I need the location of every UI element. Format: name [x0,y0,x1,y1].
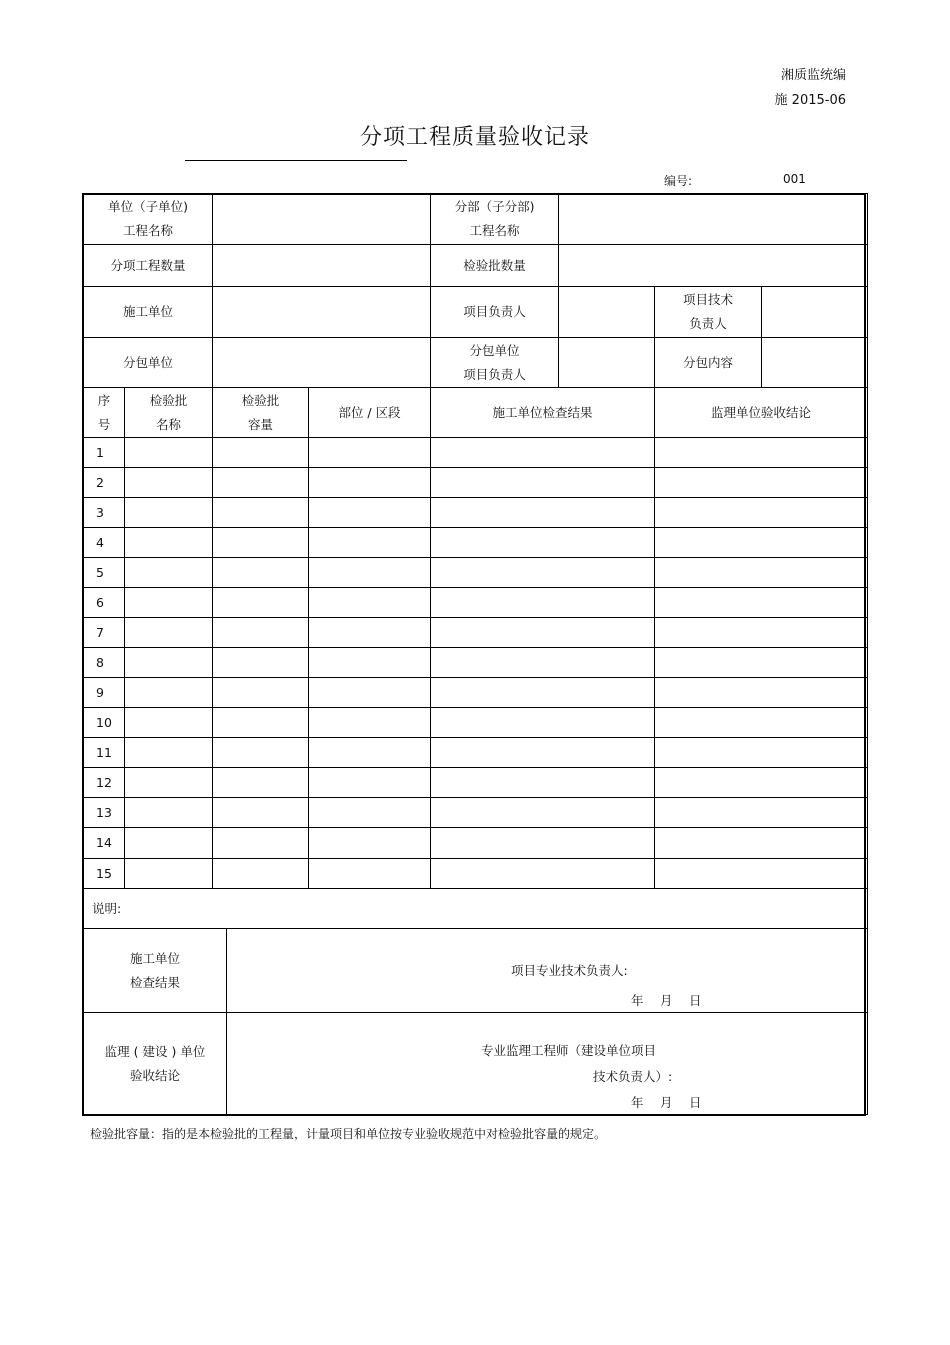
table-row [84,828,868,859]
sub-project-name-label [431,194,559,245]
col-supervision-conclusion-header: 监理单位验收结论 [655,388,868,438]
project-manager-field[interactable] [559,287,655,338]
supervision-conclusion-cell[interactable] [655,528,868,558]
construction-result-cell[interactable] [431,648,655,678]
batch-capacity-cell[interactable] [213,438,309,468]
batch-name-cell[interactable] [125,828,213,859]
supervision-conclusion-cell[interactable] [655,558,868,588]
construction-result-cell[interactable] [431,768,655,798]
subcontract-content-label: 分包内容 [655,338,762,388]
col-batch-capacity-header-line2: 容量 [248,416,274,432]
col-seq-header-line1: 序 [97,392,111,408]
supervision-conclusion-cell[interactable] [655,618,868,648]
supervision-conclusion-cell[interactable] [655,708,868,738]
construction-unit-field[interactable] [213,287,431,338]
batch-capacity-cell[interactable] [213,468,309,498]
table-row [84,678,868,708]
subcontract-manager-label-line1: 分包单位 [469,342,520,358]
subcontract-manager-label-line2: 项目负责人 [463,366,526,382]
batch-name-cell[interactable] [125,738,213,768]
batch-capacity-cell[interactable] [213,738,309,768]
supervision-conclusion-cell[interactable] [655,798,868,828]
row-number: 13 [84,798,125,828]
row-number: 1 [84,438,125,468]
supervision-check-signature-area[interactable] [227,1013,868,1115]
col-location-header: 部位 / 区段 [309,388,431,438]
batch-capacity-cell[interactable] [213,588,309,618]
supervision-conclusion-cell[interactable] [655,678,868,708]
supervision-check-label-line1: 监理 ( 建设 ) 单位 [104,1043,206,1059]
supervision-conclusion-cell[interactable] [655,768,868,798]
location-cell[interactable] [309,468,431,498]
batch-name-cell[interactable] [125,678,213,708]
batch-name-cell[interactable] [125,618,213,648]
location-cell[interactable] [309,588,431,618]
construction-result-cell[interactable] [431,468,655,498]
batch-capacity-cell[interactable] [213,528,309,558]
construction-check-label [84,929,227,1013]
col-seq-header [84,388,125,438]
construction-result-cell[interactable] [431,528,655,558]
acceptance-record-table [83,193,868,1115]
tech-manager-label-line2: 负责人 [689,316,727,331]
construction-result-cell[interactable] [431,708,655,738]
subcontract-unit-label: 分包单位 [84,338,213,388]
construction-check-signature-area[interactable] [227,929,868,1013]
construction-result-cell[interactable] [431,618,655,648]
construction-result-cell[interactable] [431,558,655,588]
row-number: 14 [84,828,125,859]
row-number: 2 [84,468,125,498]
row-number: 10 [84,708,125,738]
location-cell[interactable] [309,738,431,768]
supervision-conclusion-cell[interactable] [655,588,868,618]
item-count-label: 分项工程数量 [84,245,213,287]
row-number: 4 [84,528,125,558]
item-count-field[interactable] [213,245,431,287]
row-number: 7 [84,618,125,648]
construction-result-cell[interactable] [431,828,655,859]
batch-capacity-cell[interactable] [213,859,309,889]
row-number: 6 [84,588,125,618]
batch-name-cell[interactable] [125,798,213,828]
batch-capacity-cell[interactable] [213,558,309,588]
supervision-conclusion-cell[interactable] [655,438,868,468]
unit-project-name-label-line2: 工程名称 [123,223,174,238]
supervision-check-date: 年 月 日 [631,1095,702,1110]
construction-result-cell[interactable] [431,738,655,768]
serial-label: 编号: [664,174,693,188]
supervision-conclusion-cell[interactable] [655,468,868,498]
tech-manager-label [655,287,762,338]
batch-count-field[interactable] [559,245,868,287]
supervision-conclusion-cell[interactable] [655,828,868,859]
unit-project-name-label [84,194,213,245]
batch-name-cell[interactable] [125,588,213,618]
col-batch-name-header [125,388,213,438]
unit-project-name-label-line1: 单位（子单位) [108,199,188,215]
unit-project-name-field[interactable] [213,194,431,245]
serial-value: 001 [783,172,806,186]
row-number: 5 [84,558,125,588]
supervision-conclusion-cell[interactable] [655,648,868,678]
supervision-conclusion-cell[interactable] [655,859,868,889]
location-cell[interactable] [309,859,431,889]
project-name-blank-line [185,160,407,161]
row-number: 3 [84,498,125,528]
location-cell[interactable] [309,558,431,588]
project-manager-label: 项目负责人 [431,287,559,338]
table-row [84,798,868,828]
batch-name-cell[interactable] [125,558,213,588]
batch-capacity-cell[interactable] [213,618,309,648]
batch-capacity-cell[interactable] [213,648,309,678]
supervision-check-label-line2: 验收结论 [130,1067,181,1083]
construction-result-cell[interactable] [431,438,655,468]
batch-name-cell[interactable] [125,859,213,889]
table-row [84,498,868,528]
form-code-line: 施 2015-06 [774,93,846,108]
location-cell[interactable] [309,528,431,558]
table-row [84,588,868,618]
construction-result-cell[interactable] [431,678,655,708]
sub-project-name-label-line2: 工程名称 [469,223,520,238]
batch-capacity-cell[interactable] [213,768,309,798]
org-code-line: 湘质监统编 [780,68,846,83]
sub-project-name-field[interactable] [559,194,868,245]
col-seq-header-line2: 号 [97,416,111,432]
row-number: 11 [84,738,125,768]
batch-name-cell[interactable] [125,768,213,798]
subcontract-unit-field[interactable] [213,338,431,388]
table-row [84,738,868,768]
batch-capacity-cell[interactable] [213,798,309,828]
col-batch-name-header-line2: 名称 [156,416,182,432]
table-row [84,438,868,468]
table-row [84,768,868,798]
location-cell[interactable] [309,798,431,828]
page-title: 分项工程质量验收记录 [359,125,590,150]
batch-capacity-cell[interactable] [213,828,309,859]
col-batch-capacity-header-line1: 检验批 [241,392,280,408]
construction-unit-label: 施工单位 [84,287,213,338]
location-cell[interactable] [309,708,431,738]
col-construction-result-header: 施工单位检查结果 [431,388,655,438]
construction-result-cell[interactable] [431,859,655,889]
row-number: 12 [84,768,125,798]
supervision-check-signer-label-line2: 技术负责人）: [593,1069,673,1084]
table-row [84,648,868,678]
footnote: 检验批容量：指的是本检验批的工程量，计量项目和单位按专业验收规范中对检验批容量的规定。 [90,1127,607,1141]
batch-name-cell[interactable] [125,468,213,498]
col-batch-name-header-line1: 检验批 [149,392,188,408]
construction-check-signer-label: 项目专业技术负责人: [511,963,628,978]
batch-capacity-cell[interactable] [213,678,309,708]
notes-label: 说明: [92,900,122,916]
tech-manager-field[interactable] [762,287,868,338]
location-cell[interactable] [309,498,431,528]
supervision-check-label [84,1013,227,1115]
sub-project-name-label-line1: 分部（子分部) [454,199,535,215]
location-cell[interactable] [309,618,431,648]
col-batch-capacity-header [213,388,309,438]
location-cell[interactable] [309,828,431,859]
table-row [84,618,868,648]
subcontract-content-field[interactable] [762,338,868,388]
location-cell[interactable] [309,678,431,708]
supervision-check-signer-label-line1: 专业监理工程师（建设单位项目 [481,1043,657,1058]
notes-field[interactable] [84,889,868,929]
construction-check-label-line1: 施工单位 [130,950,181,966]
construction-check-date: 年 月 日 [631,993,702,1008]
subcontract-manager-label [431,338,559,388]
location-cell[interactable] [309,438,431,468]
batch-capacity-cell[interactable] [213,498,309,528]
batch-name-cell[interactable] [125,648,213,678]
batch-count-label: 检验批数量 [431,245,559,287]
batch-name-cell[interactable] [125,528,213,558]
table-row [84,528,868,558]
batch-name-cell[interactable] [125,438,213,468]
construction-result-cell[interactable] [431,588,655,618]
location-cell[interactable] [309,648,431,678]
batch-capacity-cell[interactable] [213,708,309,738]
subcontract-manager-field[interactable] [559,338,655,388]
construction-check-label-line2: 检查结果 [130,974,181,990]
row-number: 8 [84,648,125,678]
tech-manager-label-line1: 项目技术 [683,292,734,308]
supervision-conclusion-cell[interactable] [655,738,868,768]
table-row [84,468,868,498]
row-number: 15 [84,859,125,889]
table-row [84,558,868,588]
row-number: 9 [84,678,125,708]
construction-result-cell[interactable] [431,798,655,828]
table-row [84,708,868,738]
batch-name-cell[interactable] [125,498,213,528]
construction-result-cell[interactable] [431,498,655,528]
location-cell[interactable] [309,768,431,798]
table-row [84,859,868,889]
supervision-conclusion-cell[interactable] [655,498,868,528]
batch-name-cell[interactable] [125,708,213,738]
